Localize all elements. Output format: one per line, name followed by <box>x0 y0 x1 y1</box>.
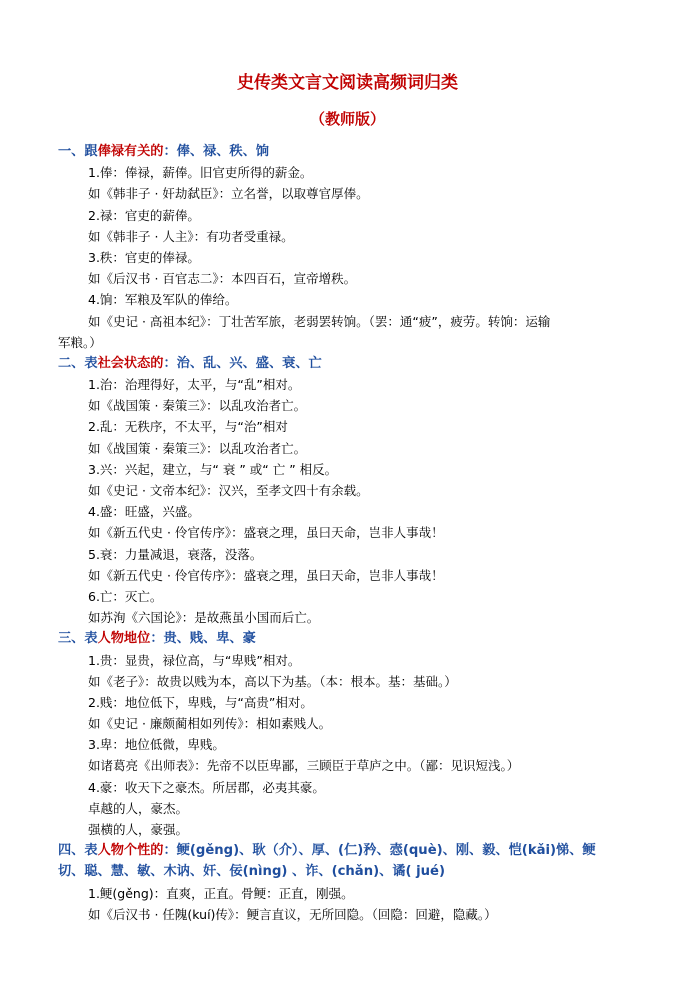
section-heading-continuation: 切、聪、慧、敏、木讷、奸、佞(nìng) 、诈、(chǎn)、谲( jué) <box>58 864 445 880</box>
example-line: 如《史记 · 文帝本纪》：汉兴，至孝文四十有余载。 <box>88 483 369 498</box>
page-title: 史传类文言文阅读高频词归类 <box>237 73 458 93</box>
section-heading-terms: ：鲠(gěng)、耿（介）、厚、(仁)矜、悫(què)、刚、毅、恺(kǎi)悌、鲠 <box>163 843 596 859</box>
example-line: 如《后汉书 · 百官志二》：本四百石，宣帝增秩。 <box>88 271 357 287</box>
definition-line: 3.秩：官吏的俸禄。 <box>88 249 200 265</box>
definition-line: 1.治：治理得好，太平，与“乱”相对。 <box>88 377 301 393</box>
section-heading-keyword: 俸禄有关的 <box>97 144 164 159</box>
definition-line: 5.衰：力量减退，衰落，没落。 <box>88 546 263 562</box>
definition-line: 1.鲠(gěng)：直爽，正直。骨鲠：正直，刚强。 <box>88 885 354 901</box>
example-line: 强横的人，豪强。 <box>88 822 189 837</box>
definition-line: 2.贱：地位低下，卑贱，与“高贵”相对。 <box>88 694 313 710</box>
definition-line: 6.亡：灭亡。 <box>88 588 163 604</box>
example-line: 卓越的人，豪杰。 <box>88 800 189 816</box>
example-line: 如《战国策 · 秦策三》：以乱攻治者亡。 <box>88 398 307 414</box>
section-heading <box>0 353 695 374</box>
section-heading-keyword: 社会状态的 <box>97 355 164 371</box>
definition-line: 4.盛：旺盛，兴盛。 <box>88 504 200 520</box>
example-line: 如《后汉书 · 任隗(kuí)传》：鲠言直议，无所回隐。（回隐：回避，隐藏。） <box>88 906 497 922</box>
example-line: 如《史记 · 高祖本纪》：丁壮苦军旅，老弱罢转饷。（罢：通“疲”，疲劳。转饷：运输 <box>88 313 551 329</box>
example-continuation: 军粮。） <box>58 334 102 350</box>
section-heading-keyword: 人物地位 <box>97 631 151 647</box>
definition-line: 4.豪：收天下之豪杰。所居郡，必夷其豪。 <box>88 779 325 795</box>
example-line: 如苏洵《六国论》：是故燕虽小国而后亡。 <box>88 610 320 626</box>
example-line: 如《老子》：故贵以贱为本，高以下为基。（本：根本。基：基础。） <box>88 673 457 689</box>
example-line: 如诸葛亮《出师表》：先帝不以臣卑鄙，三顾臣于草庐之中。（鄙：见识短浅。） <box>88 758 520 774</box>
section-heading-prefix: 一、跟 <box>58 144 98 159</box>
section-heading-terms: ：治、乱、兴、盛、衰、亡 <box>163 355 322 371</box>
document-body <box>0 141 695 925</box>
section-heading-prefix: 三、表 <box>58 631 98 647</box>
section-heading-prefix: 二、表 <box>58 355 98 371</box>
section-heading <box>0 628 695 649</box>
example-line: 如《新五代史 · 伶官传序》：盛衰之理，虽曰天命，岂非人事哉！ <box>88 567 444 583</box>
example-line: 如《韩非子 · 人主》：有功者受重禄。 <box>88 228 294 244</box>
page-subtitle: （教师版） <box>309 110 385 128</box>
definition-line: 1.贵：显贵，禄位高，与“卑贱”相对。 <box>88 652 301 668</box>
example-line: 如《史记 · 廉颇蔺相如列传》：相如素贱人。 <box>88 716 332 732</box>
section-heading-terms: ：俸、禄、秩、饷 <box>163 144 269 159</box>
section-heading-prefix: 四、表 <box>58 843 98 859</box>
example-line: 如《战国策 · 秦策三》：以乱攻治者亡。 <box>88 440 307 456</box>
example-line: 如《新五代史 · 伶官传序》：盛衰之理，虽曰天命，岂非人事哉！ <box>88 525 444 541</box>
section-heading <box>0 141 695 162</box>
definition-line: 3.兴：兴起，建立，与“ 衰 ” 或“ 亡 ” 相反。 <box>88 461 338 477</box>
definition-line: 3.卑：地位低微，卑贱。 <box>88 737 225 753</box>
section-heading <box>0 840 695 861</box>
section-heading-terms: ：贵、贱、卑、豪 <box>150 631 256 647</box>
example-line: 如《韩非子 · 奸劫弑臣》：立名誉，以取尊官厚俸。 <box>88 186 369 202</box>
definition-line: 2.乱：无秩序，不太平，与“治”相对 <box>88 419 288 435</box>
section-heading-keyword: 人物个性的 <box>97 843 164 859</box>
definition-line: 1.俸：俸禄，薪俸。旧官吏所得的薪金。 <box>88 165 313 181</box>
definition-line: 4.饷：军粮及军队的俸给。 <box>88 292 238 308</box>
definition-line: 2.禄：官吏的薪俸。 <box>88 207 200 223</box>
